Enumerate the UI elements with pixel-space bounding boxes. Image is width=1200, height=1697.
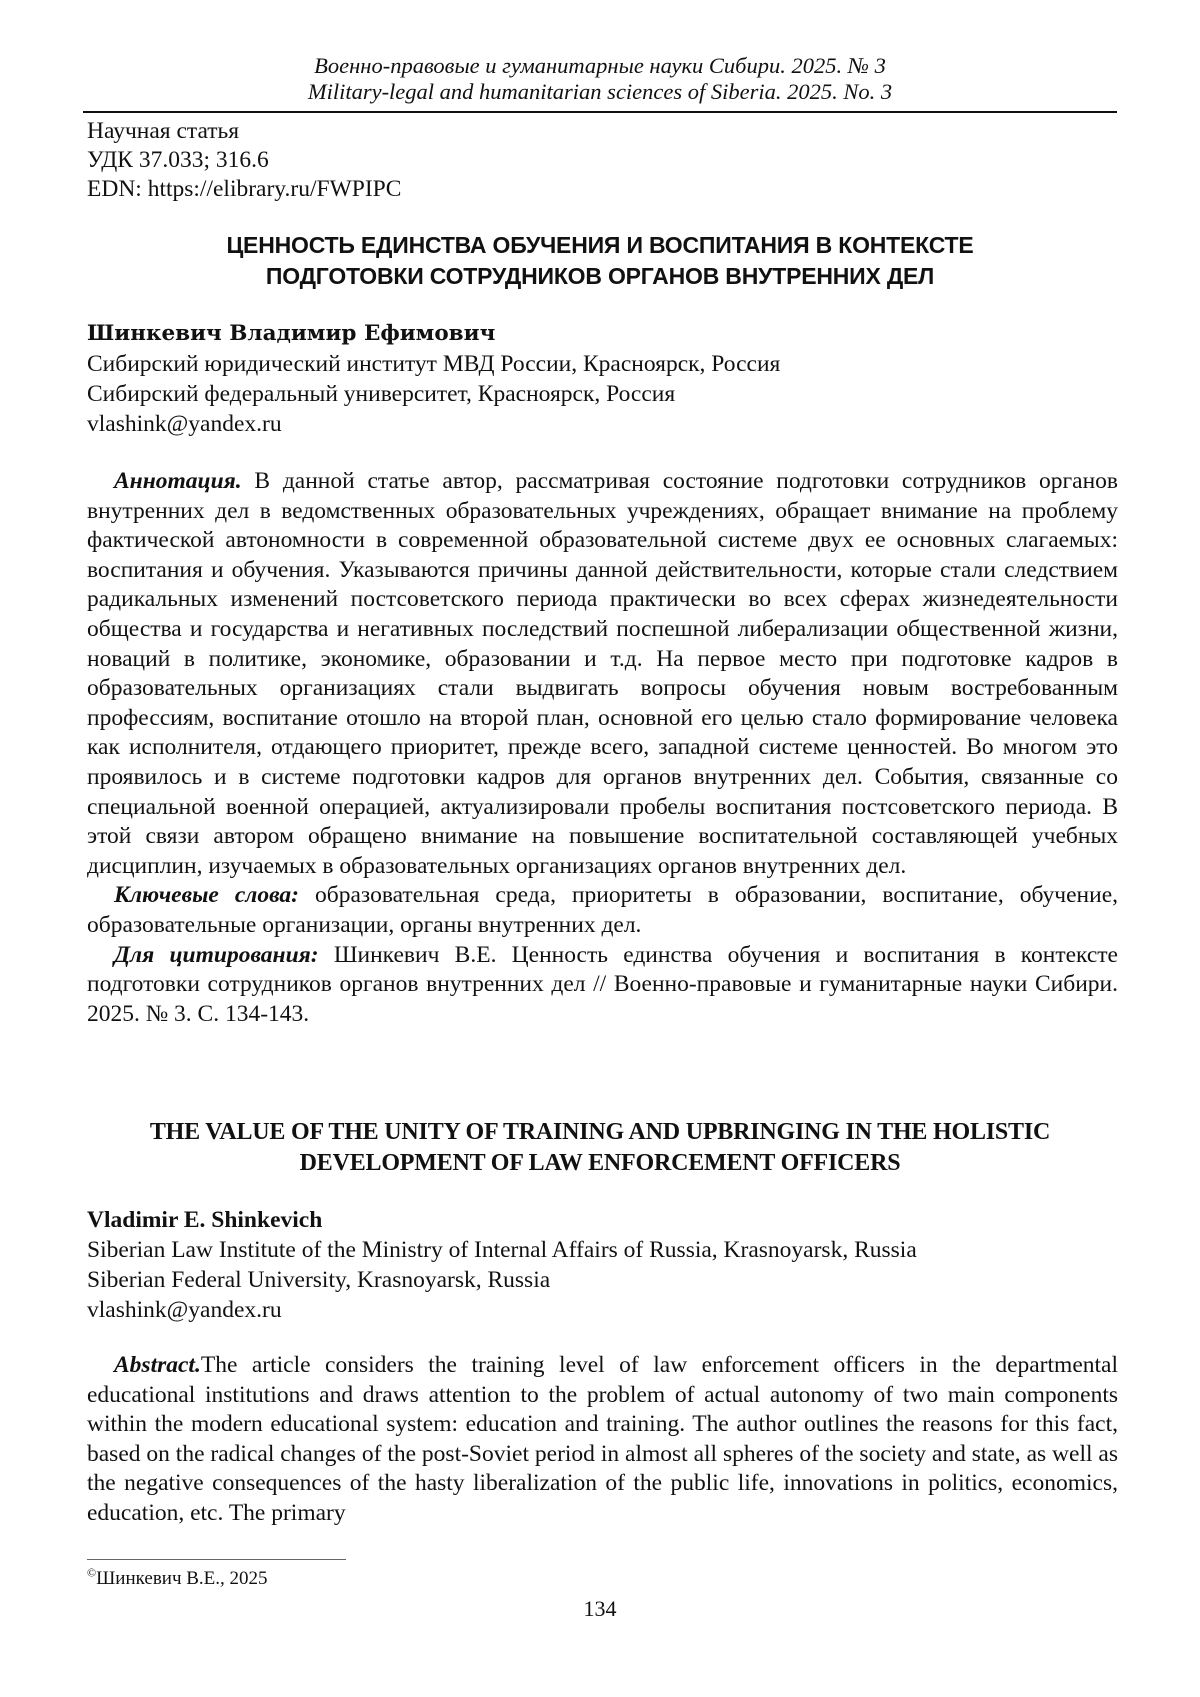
citation-ru: [87, 941, 1118, 1030]
article-type: Научная статья: [87, 118, 240, 144]
affiliation-ru-2: Сибирский федеральный университет, Красноярск, Россия: [87, 381, 676, 407]
abstract-ru: [87, 467, 1118, 881]
journal-title-en: Military-legal and humanitarian sciences of Siberia. 2025. No. 3: [307, 79, 893, 104]
citation-label-ru: Для цитирования:: [114, 941, 319, 968]
abstract-text-en: The article considers the training level of law enforcement officers in the departmental educational institutions and draws attention to the problem of actual autonomy of two main components within the modern educational system: education and training. The author outlines the reasons for this fact, based on the radical changes of the post-Soviet period in almost all spheres of the society and state, as well as the negative consequences of the hasty liberalization of the public life, innovations in politics, economics, education, etc. The primary: [87, 1352, 1118, 1526]
article-meta: [87, 117, 401, 204]
title-en-line-1: THE VALUE OF THE UNITY OF TRAINING AND UPBRINGING IN THE HOLISTIC: [149, 1119, 1051, 1145]
citation-text-ru: Шинкевич В.Е. Ценность единства обучения и воспитания в контексте подготовки сотрудников органов внутренних дел // Военно-правовые и гуманитарные науки Сибири. 2025. № 3. С. 134-143.: [87, 941, 1118, 1027]
keywords-label-ru: Ключевые слова:: [114, 882, 300, 909]
abstract-en: [87, 1351, 1118, 1528]
article-title-en: [70, 1117, 1130, 1179]
title-ru-line-2: ПОДГОТОВКИ СОТРУДНИКОВ ОРГАНОВ ВНУТРЕННИХ ДЕЛ: [265, 263, 935, 289]
author-email-en[interactable]: vlashink@yandex.ru: [87, 1297, 282, 1323]
affiliation-en-1: Siberian Law Institute of the Ministry of Internal Affairs of Russia, Krasnoyarsk, Russia: [87, 1237, 917, 1263]
keywords-ru: [87, 881, 1118, 940]
abstract-label-ru: Аннотация.: [114, 468, 242, 494]
affiliation-ru-1: Сибирский юридический институт МВД России, Красноярск, Россия: [87, 351, 781, 377]
edn-link[interactable]: EDN: https://elibrary.ru/FWPIPC: [87, 176, 402, 202]
copyright-footnote: [87, 1565, 268, 1590]
copyright-text: Шинкевич В.Е., 2025: [96, 1568, 268, 1589]
author-name-ru: Шинкевич Владимир Ефимович: [87, 321, 496, 346]
keywords-text-ru: образовательная среда, приоритеты в образовании, воспитание, обучение, образовательные организации, органы внутренних дел.: [87, 882, 1119, 938]
abstract-block-ru: [87, 467, 1118, 1029]
author-block-ru: [87, 319, 780, 439]
page-number: 134: [583, 1596, 617, 1621]
abstract-text-ru: В данной статье автор, рассматривая состояние подготовки сотрудников органов внутренних дел в ведомственных образовательных учреждениях, обращает внимание на проблему фактической автономности в современной образовательной системе двух ее основных слагаемых: воспитания и обучения. Указываются причины данной действительности, которые стали следствием радикальных изменений постсоветского периода практически во всех сферах жизнедеятельности общества и государства и негативных последствий поспешной либерализации общественной жизни, новаций в политике, экономике, образовании и т.д. На первое место при подготовке кадров в образовательных организациях стали выдвигать вопросы обучения новым востребованным профессиям, воспитание отошло на второй план, основной его целью стало формирование человека как исполнителя, отдающего приоритет, прежде всего, западной системе ценностей. Во многом это проявилось и в системе подготовки кадров для органов внутренних дел. События, связанные со специальной военной операцией, актуализировали пробелы воспитания постсоветского периода. В этой связи автором обращено внимание на повышение воспитательной составляющей учебных дисциплин, изучаемых в образовательных организациях органов внутренних дел.: [87, 468, 1118, 879]
author-name-en: Vladimir E. Shinkevich: [87, 1207, 323, 1233]
header-rule: [83, 111, 1117, 113]
footnote-rule: [87, 1559, 346, 1560]
abstract-label-en: Abstract.: [114, 1352, 201, 1378]
running-header: [83, 53, 1117, 105]
copyright-mark: ©: [87, 1565, 97, 1580]
udc-code: УДК 37.033; 316.6: [87, 147, 269, 173]
author-block-en: [87, 1205, 917, 1325]
affiliation-en-2: Siberian Federal University, Krasnoyarsk, Russia: [87, 1267, 551, 1293]
author-email-ru[interactable]: vlashink@yandex.ru: [87, 411, 282, 437]
article-title-ru: [70, 230, 1130, 292]
title-ru-line-1: ЦЕННОСТЬ ЕДИНСТВА ОБУЧЕНИЯ И ВОСПИТАНИЯ В КОНТЕКСТЕ: [226, 232, 974, 258]
abstract-block-en: [87, 1351, 1118, 1528]
journal-title-ru: Военно-правовые и гуманитарные науки Сибири. 2025. № 3: [314, 53, 886, 78]
title-en-line-2: DEVELOPMENT OF LAW ENFORCEMENT OFFICERS: [299, 1150, 901, 1176]
